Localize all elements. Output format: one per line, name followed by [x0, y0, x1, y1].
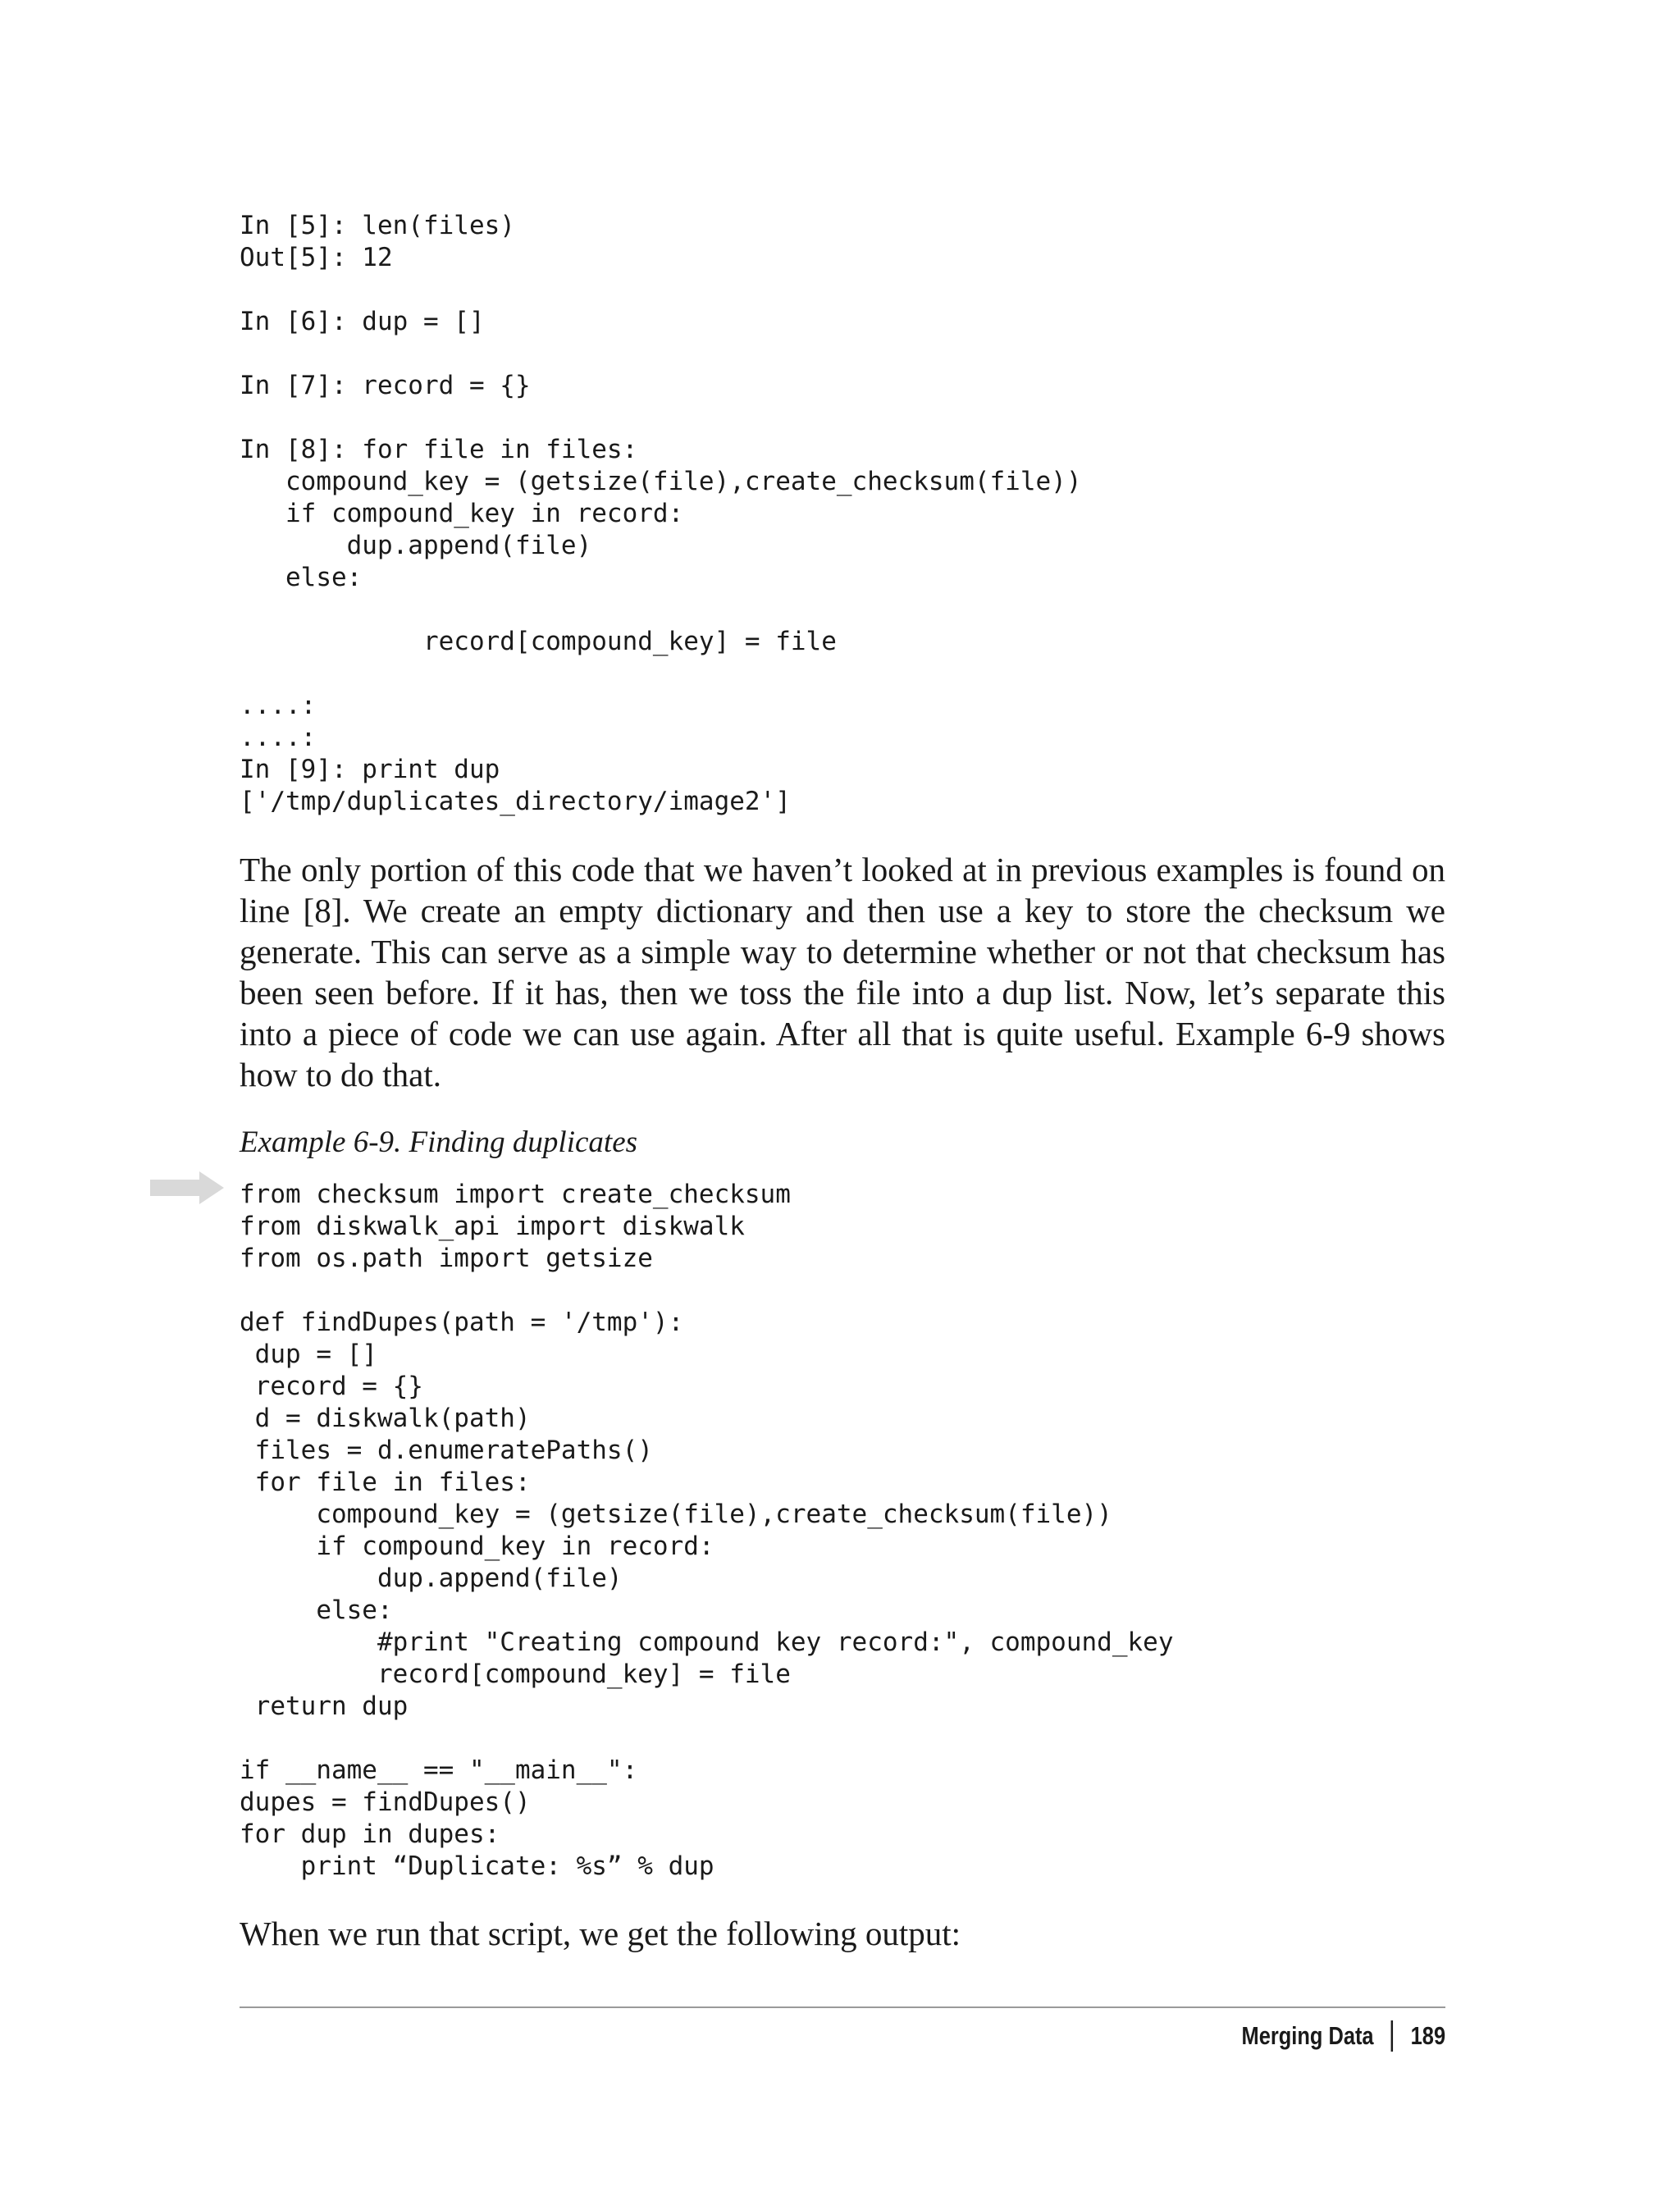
code-line: print “Duplicate: %s” % dup: [240, 1851, 714, 1881]
code-line: In [6]: dup = []: [240, 307, 485, 336]
code-line: compound_key = (getsize(file),create_checksum(file)): [240, 1500, 1112, 1529]
code-line: ['/tmp/duplicates_directory/image2']: [240, 787, 791, 816]
code-line: [240, 658, 1082, 690]
code-line: [240, 338, 1082, 370]
code-line: In [8]: for file in files:: [240, 435, 638, 464]
code-line: if compound_key in record:: [240, 1532, 714, 1561]
code-line: else:: [240, 563, 363, 592]
code-line: for dup in dupes:: [240, 1819, 500, 1849]
code-line: In [5]: len(files): [240, 211, 515, 240]
page-footer: [1241, 2020, 1445, 2052]
code-line: record[compound_key] = file: [240, 1659, 791, 1689]
code-line: ....:: [240, 691, 317, 720]
code-line: else:: [240, 1596, 393, 1625]
code-line: compound_key = (getsize(file),create_checksum(file)): [240, 467, 1082, 496]
code-line: #print "Creating compound key record:", compound_key: [240, 1628, 1174, 1657]
closing-paragraph: When we run that script, we get the following output:: [240, 1915, 961, 1952]
footer-separator: [1391, 2020, 1393, 2052]
code-line: def findDupes(path = '/tmp'):: [240, 1308, 684, 1337]
code-line: Out[5]: 12: [240, 243, 393, 272]
code-line: [240, 274, 1082, 306]
code-line: record[compound_key] = file: [240, 627, 837, 656]
code-line: files = d.enumeratePaths(): [240, 1436, 653, 1465]
code-line: ....:: [240, 723, 317, 752]
code-block-interactive-session: [240, 210, 1082, 818]
code-line: [240, 594, 1082, 626]
code-line: [240, 1723, 1173, 1755]
code-line: return dup: [240, 1691, 409, 1721]
footer-section-title: Merging Data: [1241, 2021, 1374, 2050]
body-paragraph: The only portion of this code that we haven’t looked at in previous examples is found on line [8]. We create an empty dictionary and then use a key to store the checksum we generate. This can serve as a simple way to determine whether or not that checksum has been seen before. If it has, then we toss the file into a dup list. Now, let’s separate this into a piece of code we can use again. After all that is quite useful. Example 6-9 shows how to do that.: [240, 851, 1445, 1093]
code-block-find-duplicates: [240, 1179, 1173, 1883]
code-line: [240, 1275, 1173, 1307]
code-line: from os.path import getsize: [240, 1244, 653, 1273]
right-arrow-icon: [150, 1171, 224, 1204]
code-line: from checksum import create_checksum: [240, 1180, 791, 1209]
example-caption: Example 6-9. Finding duplicates: [240, 1125, 638, 1159]
code-line: dupes = findDupes(): [240, 1787, 531, 1817]
code-line: d = diskwalk(path): [240, 1404, 531, 1433]
code-line: if __name__ == "__main__":: [240, 1755, 638, 1785]
code-line: for file in files:: [240, 1468, 531, 1497]
code-line: In [9]: print dup: [240, 755, 500, 784]
code-line: from diskwalk_api import diskwalk: [240, 1212, 745, 1241]
code-line: record = {}: [240, 1372, 423, 1401]
code-line: [240, 402, 1082, 434]
code-line: In [7]: record = {}: [240, 371, 531, 400]
code-line: if compound_key in record:: [240, 499, 684, 528]
page-number: 189: [1410, 2021, 1445, 2050]
code-line: dup.append(file): [240, 1564, 623, 1593]
code-line: dup = []: [240, 1340, 377, 1369]
footer-rule: [240, 2006, 1445, 2008]
code-line: dup.append(file): [240, 531, 592, 560]
